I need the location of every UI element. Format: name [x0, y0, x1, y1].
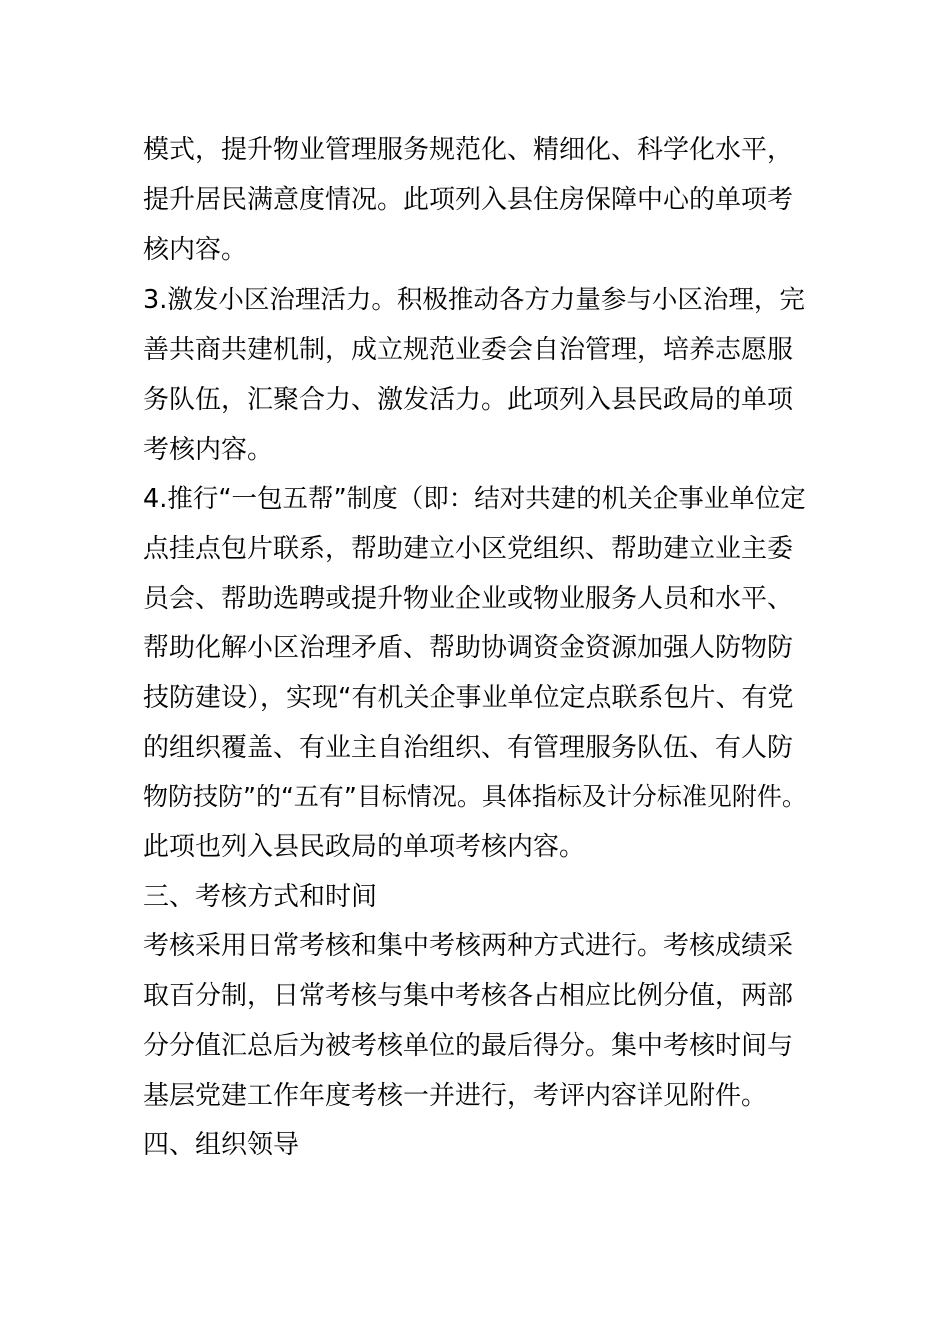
- text-line: 的组织覆盖、有业主自治组织、有管理服务队伍、有人防: [143, 733, 794, 763]
- text-line: 考核采用日常考核和集中考核两种方式进行。考核成绩采: [143, 931, 794, 961]
- text-line: 帮助化解小区治理矛盾、帮助协调资金资源加强人防物防: [143, 633, 794, 663]
- text-line: 4.推行“一包五帮”制度（即：结对共建的机关企事业单位定: [143, 484, 806, 514]
- text-line: 3.激发小区治理活力。积极推动各方力量参与小区治理，完: [143, 285, 805, 315]
- section-heading: 三、考核方式和时间: [143, 882, 378, 912]
- text-line: 物防技防”的“五有”目标情况。具体指标及计分标准见附件。: [143, 782, 807, 811]
- text-line: 模式，提升物业管理服务规范化、精细化、科学化水平，: [143, 135, 794, 165]
- text-line: 善共商共建机制，成立规范业委会自治管理，培养志愿服: [143, 335, 794, 365]
- text-line: 取百分制，日常考核与集中考核各占相应比例分值，两部: [143, 981, 794, 1011]
- text-line: 提升居民满意度情况。此项列入县住房保障中心的单项考: [143, 185, 794, 215]
- section-heading: 四、组织领导: [143, 1130, 300, 1160]
- text-line: 员会、帮助选聘或提升物业企业或物业服务人员和水平、: [143, 584, 794, 614]
- text-line: 考核内容。: [143, 435, 274, 465]
- text-line: 务队伍，汇聚合力、激发活力。此项列入县民政局的单项: [143, 385, 794, 415]
- text-line: 核内容。: [143, 235, 248, 265]
- text-line: 技防建设），实现“有机关企事业单位定点联系包片、有党: [143, 683, 794, 713]
- text-line: 此项也列入县民政局的单项考核内容。: [143, 832, 586, 862]
- text-line: 基层党建工作年度考核一并进行，考评内容详见附件。: [143, 1081, 768, 1111]
- text-line: 点挂点包片联系，帮助建立小区党组织、帮助建立业主委: [143, 534, 794, 564]
- text-line: 分分值汇总后为被考核单位的最后得分。集中考核时间与: [143, 1031, 794, 1061]
